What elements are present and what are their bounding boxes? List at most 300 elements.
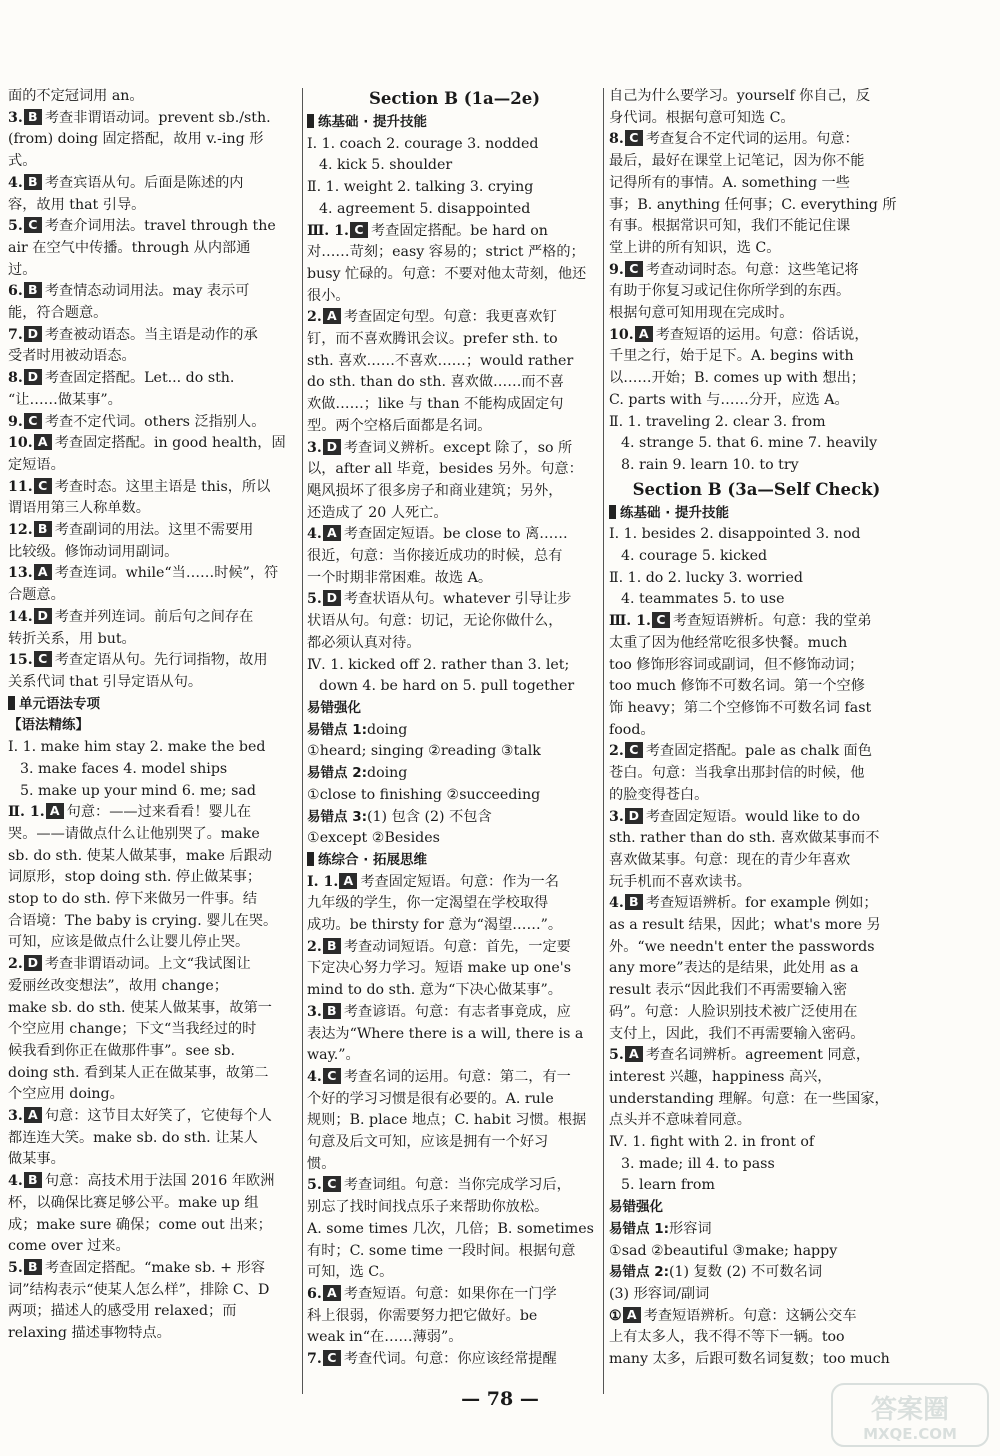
answer-letter: C xyxy=(24,413,42,429)
answer-text: 句意：这节目太好笑了，它使每个人 xyxy=(44,1108,272,1125)
answer-letter: A xyxy=(339,873,357,889)
answer-text: 别忘了找时间找点乐子来帮助你放松。 xyxy=(307,1199,549,1216)
answer-letter: C xyxy=(323,1176,341,1192)
answer-letter: C xyxy=(625,130,643,146)
answer-line xyxy=(307,763,602,785)
answer-line xyxy=(8,781,303,803)
section-title: Section B (3a—Self Check) xyxy=(632,479,881,499)
answer-line xyxy=(307,1262,602,1284)
answer-text: C. parts with 与……分开，应选 A。 xyxy=(609,391,849,408)
answer-line xyxy=(307,1241,602,1263)
answer-line xyxy=(609,958,904,980)
answer-line xyxy=(8,86,303,108)
answer-text: 惯。 xyxy=(307,1155,336,1172)
answer-text: 考查短语辨析。句意：这辆公交车 xyxy=(643,1307,857,1324)
answer-item xyxy=(609,807,904,829)
answer-text: 都连连大笑。make sb. do sth. 让某人 xyxy=(8,1129,258,1146)
answer-item xyxy=(8,802,303,824)
answer-letter: C xyxy=(625,742,643,758)
answer-text: doing xyxy=(367,721,408,738)
answer-line xyxy=(609,195,904,217)
answer-text: 4. teammates 5. to use xyxy=(621,591,785,608)
answer-line xyxy=(609,915,904,937)
answer-text: 形容词 xyxy=(669,1220,712,1237)
answer-line xyxy=(307,199,602,221)
answer-text: busy 忙碌的。句意：不要对他太苛刻，他还 xyxy=(307,265,587,282)
answer-text: 句意：高技术用于法国 2016 年欧洲 xyxy=(44,1173,275,1190)
answer-line xyxy=(307,134,602,156)
answer-text: 有助于你复习或记住你所学到的东西。 xyxy=(609,283,851,300)
answer-letter: D xyxy=(625,808,643,824)
answer-item xyxy=(307,872,602,894)
answer-letter: B xyxy=(625,894,643,910)
answer-line xyxy=(8,1236,303,1258)
question-number: 5. xyxy=(307,1177,322,1194)
answer-text: 能，符合题意。 xyxy=(8,305,108,322)
answer-letter: B xyxy=(24,1259,42,1275)
answer-line xyxy=(307,546,602,568)
answer-text: 科上很弱，你需要努力把它做好。be xyxy=(307,1307,538,1324)
answer-text: 考查状语从句。whatever 引导让步 xyxy=(343,591,572,608)
answer-line xyxy=(307,785,602,807)
answer-text: A. some times 几次，几倍；B. sometimes xyxy=(307,1220,594,1237)
question-number: Ⅲ. 1. xyxy=(609,613,651,630)
answer-text: 可知，选 C。 xyxy=(307,1264,394,1281)
answer-letter: A xyxy=(24,1107,42,1123)
answer-line xyxy=(609,1349,904,1371)
answer-text: Ⅱ. 1. do 2. lucky 3. worried xyxy=(609,569,803,586)
answer-line xyxy=(8,715,303,737)
answer-line xyxy=(8,976,303,998)
answer-letter: D xyxy=(24,955,42,971)
question-number: 15. xyxy=(8,652,33,669)
answer-text: 考查固定搭配。Let... do sth. xyxy=(44,370,235,387)
answer-text: mind to do sth. 意为“下决心做某事”。 xyxy=(307,982,562,999)
answer-text: 根据句意可知用现在完成时。 xyxy=(609,305,794,322)
question-number: Ⅲ. 1. xyxy=(307,222,349,239)
question-number: 11. xyxy=(8,478,33,495)
answer-line xyxy=(609,1262,904,1284)
answer-letter: A xyxy=(625,1046,643,1062)
answer-text: 饰 heavy；第二个空修饰不可数名词 fast xyxy=(609,699,872,716)
label-bold: 易错点 2: xyxy=(609,1264,669,1281)
answer-text: sth. 喜欢……不喜欢……；would rather xyxy=(307,352,574,369)
answer-text: 最后，最好在课堂上记笔记，因为你不能 xyxy=(609,153,865,170)
label-bold: 易错强化 xyxy=(609,1199,663,1216)
section-bar: 练基础 · 提升技能 xyxy=(307,112,602,134)
answer-line xyxy=(307,655,602,677)
answer-text: 下定决心努力学习。短语 make up one's xyxy=(307,960,571,977)
answer-text: 太重了因为他经常吃很多快餐。much xyxy=(609,634,848,651)
answer-line xyxy=(8,672,303,694)
answer-item xyxy=(609,893,904,915)
answer-text: way.”。 xyxy=(307,1047,360,1064)
answer-text: 考查宾语从句。后面是陈述的内 xyxy=(44,174,244,191)
answer-line xyxy=(307,372,602,394)
answer-text: 合题意。 xyxy=(8,587,65,604)
answer-text: 点头并不意味着同意。 xyxy=(609,1112,751,1129)
answer-text: 考查短语的运用。句意：俗话说， xyxy=(655,326,869,343)
answer-line xyxy=(307,1089,602,1111)
question-number: 4. xyxy=(307,526,322,543)
answer-text: air 在空气中传播。through 从内部通 xyxy=(8,239,251,256)
answer-text: 4. kick 5. shoulder xyxy=(319,157,453,174)
answer-text: 容，故用 that 引导。 xyxy=(8,196,146,213)
answer-text: 考查固定搭配。be hard on xyxy=(370,222,548,239)
answer-line xyxy=(609,281,904,303)
answer-text: Ⅰ. 1. besides 2. disappointed 3. nod xyxy=(609,526,861,543)
answer-text: 九年级的学生，你一定渴望在学校取得 xyxy=(307,895,549,912)
question-number: 4. xyxy=(8,1173,23,1190)
answer-text: 考查并列连词。前后句之间存在 xyxy=(54,608,254,625)
answer-line xyxy=(307,611,602,633)
answer-text: 上有太多人，我不得不等下一辆。too xyxy=(609,1329,845,1346)
answer-line xyxy=(307,1306,602,1328)
answer-text: 4. strange 5. that 6. mine 7. heavily xyxy=(621,435,878,452)
answer-letter: D xyxy=(323,590,341,606)
answer-letter: C xyxy=(323,1350,341,1366)
answer-line xyxy=(307,1327,602,1349)
label-bold: 易错点 1: xyxy=(307,721,367,738)
question-number: 2. xyxy=(307,938,322,955)
answer-text: doing sth. 看到某人正在做某事，故第二 xyxy=(8,1064,269,1081)
answer-letter: A xyxy=(34,434,52,450)
answer-text: 5. make up your mind 6. me; sad xyxy=(20,782,256,799)
answer-text: 个好的学习习惯是很有必要的。A. rule xyxy=(307,1090,554,1107)
answer-line xyxy=(8,1301,303,1323)
answer-line xyxy=(609,524,904,546)
answer-line xyxy=(307,720,602,742)
answer-text: 外。“we needn't enter the passwords xyxy=(609,938,875,955)
answer-line xyxy=(609,828,904,850)
answer-line xyxy=(609,546,904,568)
answer-line xyxy=(609,455,904,477)
answer-line xyxy=(307,741,602,763)
answer-item xyxy=(307,438,602,460)
answer-text: 欢做……；like 与 than 不能构成固定句 xyxy=(307,396,564,413)
answer-text: Ⅳ. 1. fight with 2. in front of xyxy=(609,1134,815,1151)
question-number: 2. xyxy=(8,956,23,973)
answer-letter: B xyxy=(323,938,341,954)
answer-letter: C xyxy=(34,478,52,494)
column-divider xyxy=(603,88,604,1394)
answer-item xyxy=(609,1045,904,1067)
question-number: 9. xyxy=(8,413,23,430)
answer-line xyxy=(8,260,303,282)
answer-text: 个空应用 doing。 xyxy=(8,1086,124,1103)
question-number: 4. xyxy=(609,895,624,912)
answer-text: 很小。 xyxy=(307,287,350,304)
answer-item xyxy=(8,325,303,347)
question-number: 5. xyxy=(8,1259,23,1276)
answer-line xyxy=(609,173,904,195)
answer-line xyxy=(8,129,303,151)
answer-line xyxy=(609,1154,904,1176)
answer-letter: C xyxy=(350,222,368,238)
answer-text: 考查名词的运用。句意：第二，有一 xyxy=(343,1068,571,1085)
column-left xyxy=(8,86,303,1345)
answer-letter: B xyxy=(323,1003,341,1019)
answer-item xyxy=(307,589,602,611)
answer-line xyxy=(609,1110,904,1132)
answer-text: ①close to finishing ②succeeding xyxy=(307,786,541,803)
answer-item xyxy=(8,173,303,195)
answer-text: 考查固定搭配。pale as chalk 面色 xyxy=(645,743,872,760)
answer-text: 堂上讲的所有知识，选 C。 xyxy=(609,239,781,256)
answer-line xyxy=(307,177,602,199)
answer-line xyxy=(8,1149,303,1171)
answer-line xyxy=(609,108,904,130)
answer-line xyxy=(609,1067,904,1089)
answer-text: 考查复合不定代词的运用。句意： xyxy=(645,131,859,148)
answer-text: 考查词组。句意：当你完成学习后， xyxy=(343,1177,571,1194)
answer-text: 比较级。修饰动词用副词。 xyxy=(8,543,179,560)
answer-line xyxy=(609,1197,904,1219)
answer-line xyxy=(609,1024,904,1046)
answer-text: 定短语。 xyxy=(8,456,65,473)
answer-item xyxy=(609,1306,904,1328)
answer-item xyxy=(8,1171,303,1193)
answer-line xyxy=(307,828,602,850)
answer-line xyxy=(8,1280,303,1302)
answer-line xyxy=(8,1084,303,1106)
answer-text: 千里之行，始于足下。A. begins with xyxy=(609,348,854,365)
answer-text: 规则；B. place 地点；C. habit 习惯。根据 xyxy=(307,1112,587,1129)
answer-text: 的脸变得苍白。 xyxy=(609,786,709,803)
answer-line xyxy=(307,351,602,373)
answer-line xyxy=(8,1323,303,1345)
answer-text: 很近，句意：当你接近成功的时候，总有 xyxy=(307,548,563,565)
answer-line xyxy=(609,589,904,611)
answer-text: 身代词。根据句意可知选 C。 xyxy=(609,109,795,126)
answer-text: 考查短语。句意：如果你在一门学 xyxy=(343,1285,557,1302)
answer-line xyxy=(307,633,602,655)
answer-letter: A xyxy=(46,803,64,819)
question-number: 6. xyxy=(307,1285,322,1302)
answer-text: 式。 xyxy=(8,153,37,170)
answer-text: as a result 结果，因此；what's more 另 xyxy=(609,917,881,934)
answer-item xyxy=(307,1175,602,1197)
answer-text: 考查固定短语。be close to 离…… xyxy=(343,526,568,543)
answer-line xyxy=(8,455,303,477)
answer-text: too much 修饰不可数名词。第一个空修 xyxy=(609,678,865,695)
answer-text: ①heard; singing ②reading ③talk xyxy=(307,743,541,760)
answer-line xyxy=(609,303,904,325)
answer-line xyxy=(609,390,904,412)
answer-item xyxy=(8,954,303,976)
answer-text: sth. rather than do sth. 喜欢做某事而不 xyxy=(609,830,880,847)
answer-item xyxy=(8,368,303,390)
answer-text: 苍白。句意：当我拿出那封信的时候，他 xyxy=(609,765,865,782)
answer-text: come over 过来。 xyxy=(8,1238,130,1255)
answer-line xyxy=(8,737,303,759)
answer-item xyxy=(8,412,303,434)
answer-line xyxy=(8,998,303,1020)
answer-line xyxy=(609,698,904,720)
answer-text: 自己为什么要学习。yourself 你自己，反 xyxy=(609,88,871,104)
answer-line xyxy=(307,958,602,980)
answer-text: 以……开始；B. comes up with 想出； xyxy=(609,370,866,387)
answer-line xyxy=(8,846,303,868)
answer-line xyxy=(609,1219,904,1241)
answer-line xyxy=(307,394,602,416)
answer-text: “让……做某事”。 xyxy=(8,391,122,408)
answer-line xyxy=(8,1063,303,1085)
answer-letter: A xyxy=(623,1307,641,1323)
answer-item xyxy=(609,260,904,282)
answer-letter: B xyxy=(34,521,52,537)
answer-item xyxy=(8,520,303,542)
answer-text: 考查时态。这里主语是 this，所以 xyxy=(54,478,271,495)
answer-text: (1) 包含 (2) 不包含 xyxy=(367,808,492,825)
answer-text: 考查固定搭配。“make sb. + 形容 xyxy=(44,1259,265,1276)
answer-item xyxy=(8,108,303,130)
answer-item xyxy=(8,477,303,499)
question-number: 4. xyxy=(307,1068,322,1085)
label-bold: 【语法精练】 xyxy=(8,717,89,734)
question-number: Ⅰ. 1. xyxy=(307,873,339,890)
answer-text: 有时；C. some time 一段时间。根据句意 xyxy=(307,1242,576,1259)
answer-text: result 表示“因此我们不再需要输入密 xyxy=(609,982,848,999)
answer-text: 做某事。 xyxy=(8,1151,65,1168)
answer-text: 考查不定代词。others 泛指别人。 xyxy=(44,413,266,430)
answer-letter: D xyxy=(24,369,42,385)
answer-text: food。 xyxy=(609,721,655,738)
answer-item xyxy=(307,937,602,959)
page-number: — 78 — xyxy=(461,1388,539,1410)
answer-line xyxy=(307,242,602,264)
answer-line xyxy=(609,1241,904,1263)
answer-item xyxy=(307,1284,602,1306)
label-bold: 易错强化 xyxy=(307,699,361,716)
column-divider xyxy=(302,88,303,1394)
answer-text: 飓风损坏了很多房子和商业建筑；另外， xyxy=(307,482,563,499)
answer-text: Ⅱ. 1. traveling 2. clear 3. from xyxy=(609,413,826,430)
answer-letter: C xyxy=(323,1068,341,1084)
answer-letter: D xyxy=(323,439,341,455)
answer-letter: D xyxy=(34,608,52,624)
answer-line xyxy=(307,1132,602,1154)
answer-text: 考查被动语态。当主语是动作的承 xyxy=(44,326,258,343)
answer-line xyxy=(8,1041,303,1063)
answer-text: 成功。be thirsty for 意为“渴望……”。 xyxy=(307,917,563,934)
answer-letter: A xyxy=(323,525,341,541)
watermark-url: MXQE.COM xyxy=(863,1425,957,1443)
question-number: 10. xyxy=(8,435,33,452)
answer-letter: A xyxy=(323,308,341,324)
answer-letter: C xyxy=(34,651,52,667)
answer-text: 考查固定短语。句意：作为一名 xyxy=(360,873,559,890)
answer-text: 两项；描述人的感受用 relaxed；而 xyxy=(8,1303,237,1320)
answer-text: 可知，应该是做点什么让婴儿停止哭。 xyxy=(8,934,250,951)
answer-text: 一个时期非常困难。故选 A。 xyxy=(307,569,493,586)
watermark-logo xyxy=(830,1382,990,1448)
answer-letter: A xyxy=(34,564,52,580)
answer-line xyxy=(307,1045,602,1067)
column-middle xyxy=(307,86,602,1371)
answer-text: 4. courage 5. kicked xyxy=(621,548,768,565)
answer-text: understanding 理解。句意：在一些国家， xyxy=(609,1090,889,1107)
answer-line xyxy=(609,238,904,260)
answer-text: 考查固定搭配。in good health，固 xyxy=(54,435,286,452)
question-number: Ⅱ. 1. xyxy=(8,804,45,821)
answer-line xyxy=(8,151,303,173)
answer-text: 考查定语从句。先行词指物，故用 xyxy=(54,652,268,669)
answer-text: 考查短语辨析。句意：我的堂弟 xyxy=(672,613,872,630)
answer-text: 型。两个空格后面都是名词。 xyxy=(307,417,492,434)
answer-text: 都必须认真对待。 xyxy=(307,634,421,651)
answer-line xyxy=(8,1193,303,1215)
answer-line xyxy=(307,1219,602,1241)
answer-text: 记得所有的事情。A. something 一些 xyxy=(609,174,850,191)
answer-letter: C xyxy=(24,217,42,233)
answer-text: 考查动词时态。句意：这些笔记将 xyxy=(645,261,859,278)
answer-text: 状语从句。句意：切记，无论你做什么， xyxy=(307,613,563,630)
answer-text: 有事。根据常识可知，我们不能记住课 xyxy=(609,218,851,235)
answer-line xyxy=(609,433,904,455)
answer-line xyxy=(609,850,904,872)
answer-text: relaxing 描述事物特点。 xyxy=(8,1325,171,1342)
answer-line xyxy=(8,824,303,846)
answer-text: 句意：——过来看看！婴儿在 xyxy=(66,804,252,821)
answer-text: 受者时用被动语态。 xyxy=(8,348,136,365)
answer-letter: A xyxy=(323,1285,341,1301)
answer-letter: B xyxy=(24,1172,42,1188)
answer-line xyxy=(609,1002,904,1024)
label-bold: 易错点 3: xyxy=(307,808,367,825)
answer-letter: B xyxy=(24,282,42,298)
question-number: 14. xyxy=(8,608,33,625)
question-number: 9. xyxy=(609,261,624,278)
answer-line xyxy=(609,346,904,368)
answer-text: 3. make faces 4. model ships xyxy=(20,760,228,777)
label-bold: 易错点 2: xyxy=(307,765,367,782)
answer-item xyxy=(307,307,602,329)
answer-text: 考查非谓语动词。上文“我试图让 xyxy=(44,956,251,973)
answer-line xyxy=(307,286,602,308)
question-number: 7. xyxy=(307,1351,322,1368)
question-number: 8. xyxy=(8,370,23,387)
question-number: 6. xyxy=(8,283,23,300)
answer-item xyxy=(8,281,303,303)
answer-line xyxy=(8,346,303,368)
question-number: 13. xyxy=(8,565,33,582)
answer-line xyxy=(307,807,602,829)
question-number: ① xyxy=(609,1307,622,1324)
answer-line xyxy=(8,303,303,325)
answer-text: many 太多，后跟可数名词复数；too much xyxy=(609,1351,890,1368)
answer-line xyxy=(307,264,602,286)
answer-line xyxy=(8,629,303,651)
answer-text: sb. do sth. 使某人做某事，make 后跟动 xyxy=(8,847,272,864)
answer-text: 还造成了 20 人死亡。 xyxy=(307,504,448,521)
answer-item xyxy=(307,1067,602,1089)
answer-text: 句意及后文可知，应该是拥有一个好习 xyxy=(307,1134,549,1151)
answer-line xyxy=(609,368,904,390)
question-number: 10. xyxy=(609,326,634,343)
answer-text: 事；B. anything 任何事；C. everything 所 xyxy=(609,196,897,213)
watermark-text: 答案圈 xyxy=(870,1395,950,1425)
answer-line xyxy=(307,1197,602,1219)
answer-text: Ⅱ. 1. weight 2. talking 3. crying xyxy=(307,179,534,196)
answer-text: (3) 形容词/副词 xyxy=(609,1285,710,1302)
answer-text: stop to do sth. 停下来做另一件事。结 xyxy=(8,891,258,908)
answer-line xyxy=(307,676,602,698)
question-number: 3. xyxy=(8,1108,23,1125)
question-number: 2. xyxy=(307,309,322,326)
answer-line xyxy=(307,416,602,438)
answer-line xyxy=(609,1089,904,1111)
